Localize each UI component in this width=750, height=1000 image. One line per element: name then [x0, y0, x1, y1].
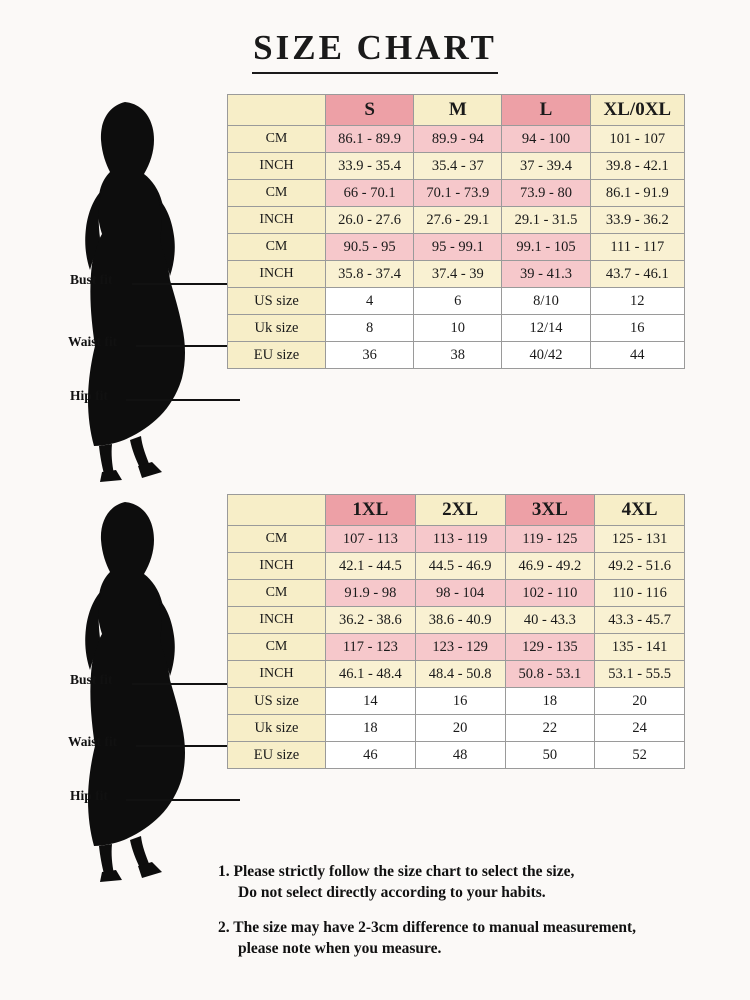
cell: 99.1 - 105 [502, 234, 590, 261]
cell: 38 [414, 342, 502, 369]
row-label: INCH [228, 661, 326, 688]
column-header-1xl: 1XL [326, 495, 416, 526]
bust-fit-line [132, 683, 240, 685]
cell: 10 [414, 315, 502, 342]
hip-fit-label: Hip fit [70, 788, 108, 803]
hip-fit-label: Hip fit [70, 388, 108, 403]
cell: 117 - 123 [326, 634, 416, 661]
cell: 33.9 - 35.4 [326, 153, 414, 180]
table-row [228, 742, 685, 769]
cell: 43.3 - 45.7 [595, 607, 685, 634]
cell: 66 - 70.1 [326, 180, 414, 207]
note-line-2: Do not select directly according to your habits. [238, 883, 546, 901]
cell: 40 - 43.3 [505, 607, 595, 634]
cell: 37.4 - 39 [414, 261, 502, 288]
column-header-4xl: 4XL [595, 495, 685, 526]
note-line-1: The size may have 2-3cm difference to manual measurement, [233, 918, 637, 936]
cell: 125 - 131 [595, 526, 685, 553]
row-label: US size [228, 688, 326, 715]
table-header-row [228, 95, 685, 126]
table-row [228, 661, 685, 688]
cell: 44 [590, 342, 684, 369]
cell: 29.1 - 31.5 [502, 207, 590, 234]
cell: 36 [326, 342, 414, 369]
row-label: CM [228, 126, 326, 153]
note-item [218, 918, 738, 960]
table-row [228, 234, 685, 261]
cell: 48 [415, 742, 505, 769]
table-row [228, 315, 685, 342]
cell: 44.5 - 46.9 [415, 553, 505, 580]
column-header-3xl: 3XL [505, 495, 595, 526]
cell: 52 [595, 742, 685, 769]
bust-fit-line [132, 283, 240, 285]
cell: 36.2 - 38.6 [326, 607, 416, 634]
cell: 43.7 - 46.1 [590, 261, 684, 288]
cell: 27.6 - 29.1 [414, 207, 502, 234]
table-row [228, 288, 685, 315]
cell: 95 - 99.1 [414, 234, 502, 261]
row-label: CM [228, 634, 326, 661]
waist-fit-label: Waist fit [68, 734, 118, 749]
hip-fit-line [126, 799, 240, 801]
cell: 123 - 129 [415, 634, 505, 661]
cell: 6 [414, 288, 502, 315]
cell: 46.9 - 49.2 [505, 553, 595, 580]
cell: 94 - 100 [502, 126, 590, 153]
woman-silhouette-icon [62, 94, 237, 484]
cell: 16 [590, 315, 684, 342]
row-label: INCH [228, 261, 326, 288]
cell: 37 - 39.4 [502, 153, 590, 180]
cell: 135 - 141 [595, 634, 685, 661]
table-row [228, 607, 685, 634]
row-label: INCH [228, 553, 326, 580]
cell: 46.1 - 48.4 [326, 661, 416, 688]
size-block-plus [0, 494, 750, 884]
cell: 113 - 119 [415, 526, 505, 553]
cell: 35.8 - 37.4 [326, 261, 414, 288]
cell: 39.8 - 42.1 [590, 153, 684, 180]
table-row [228, 715, 685, 742]
row-label: INCH [228, 153, 326, 180]
size-table-standard [227, 94, 685, 369]
cell: 86.1 - 91.9 [590, 180, 684, 207]
table-row [228, 207, 685, 234]
cell: 16 [415, 688, 505, 715]
woman-silhouette-icon [62, 494, 237, 884]
cell: 46 [326, 742, 416, 769]
size-block-standard [0, 94, 750, 484]
cell: 18 [326, 715, 416, 742]
cell: 50.8 - 53.1 [505, 661, 595, 688]
row-label: INCH [228, 207, 326, 234]
note-line-2: please note when you measure. [238, 939, 442, 957]
cell: 35.4 - 37 [414, 153, 502, 180]
row-label: CM [228, 234, 326, 261]
note-number: 1. [218, 863, 230, 880]
table-row [228, 580, 685, 607]
size-table-plus [227, 494, 685, 769]
row-label: CM [228, 526, 326, 553]
row-label: INCH [228, 607, 326, 634]
cell: 20 [415, 715, 505, 742]
cell: 110 - 116 [595, 580, 685, 607]
table-row [228, 153, 685, 180]
table-row [228, 180, 685, 207]
row-label: US size [228, 288, 326, 315]
cell: 22 [505, 715, 595, 742]
cell: 53.1 - 55.5 [595, 661, 685, 688]
bust-fit-label: Bust fit [70, 272, 113, 287]
notes-section [218, 862, 738, 974]
row-label: Uk size [228, 315, 326, 342]
cell: 50 [505, 742, 595, 769]
cell: 12/14 [502, 315, 590, 342]
cell: 24 [595, 715, 685, 742]
column-header-l: L [502, 95, 590, 126]
cell: 20 [595, 688, 685, 715]
bust-fit-label: Bust fit [70, 672, 113, 687]
cell: 38.6 - 40.9 [415, 607, 505, 634]
row-label: Uk size [228, 715, 326, 742]
page-title: SIZE CHART [253, 28, 497, 67]
column-header-2xl: 2XL [415, 495, 505, 526]
table-corner-cell [228, 95, 326, 126]
table-row [228, 553, 685, 580]
cell: 33.9 - 36.2 [590, 207, 684, 234]
cell: 101 - 107 [590, 126, 684, 153]
cell: 42.1 - 44.5 [326, 553, 416, 580]
cell: 14 [326, 688, 416, 715]
column-header-m: M [414, 95, 502, 126]
cell: 70.1 - 73.9 [414, 180, 502, 207]
cell: 48.4 - 50.8 [415, 661, 505, 688]
table-row [228, 126, 685, 153]
hip-fit-line [126, 399, 240, 401]
cell: 86.1 - 89.9 [326, 126, 414, 153]
cell: 91.9 - 98 [326, 580, 416, 607]
note-line-1: Please strictly follow the size chart to select the size, [233, 863, 575, 880]
cell: 98 - 104 [415, 580, 505, 607]
row-label: CM [228, 580, 326, 607]
cell: 73.9 - 80 [502, 180, 590, 207]
waist-fit-label: Waist fit [68, 334, 118, 349]
cell: 8/10 [502, 288, 590, 315]
cell: 40/42 [502, 342, 590, 369]
waist-fit-line [136, 345, 240, 347]
table-row [228, 526, 685, 553]
table-row [228, 634, 685, 661]
cell: 39 - 41.3 [502, 261, 590, 288]
cell: 4 [326, 288, 414, 315]
cell: 102 - 110 [505, 580, 595, 607]
waist-fit-line [136, 745, 240, 747]
note-item [218, 862, 738, 904]
cell: 89.9 - 94 [414, 126, 502, 153]
row-label: EU size [228, 342, 326, 369]
note-number: 2. [218, 918, 230, 936]
cell: 107 - 113 [326, 526, 416, 553]
row-label: CM [228, 180, 326, 207]
cell: 49.2 - 51.6 [595, 553, 685, 580]
cell: 111 - 117 [590, 234, 684, 261]
table-row [228, 261, 685, 288]
table-row [228, 342, 685, 369]
column-header-xl: XL/0XL [590, 95, 684, 126]
cell: 12 [590, 288, 684, 315]
table-corner-cell [228, 495, 326, 526]
cell: 119 - 125 [505, 526, 595, 553]
cell: 18 [505, 688, 595, 715]
cell: 26.0 - 27.6 [326, 207, 414, 234]
row-label: EU size [228, 742, 326, 769]
title-underline [252, 72, 498, 74]
cell: 90.5 - 95 [326, 234, 414, 261]
column-header-s: S [326, 95, 414, 126]
cell: 129 - 135 [505, 634, 595, 661]
cell: 8 [326, 315, 414, 342]
table-header-row [228, 495, 685, 526]
table-row [228, 688, 685, 715]
